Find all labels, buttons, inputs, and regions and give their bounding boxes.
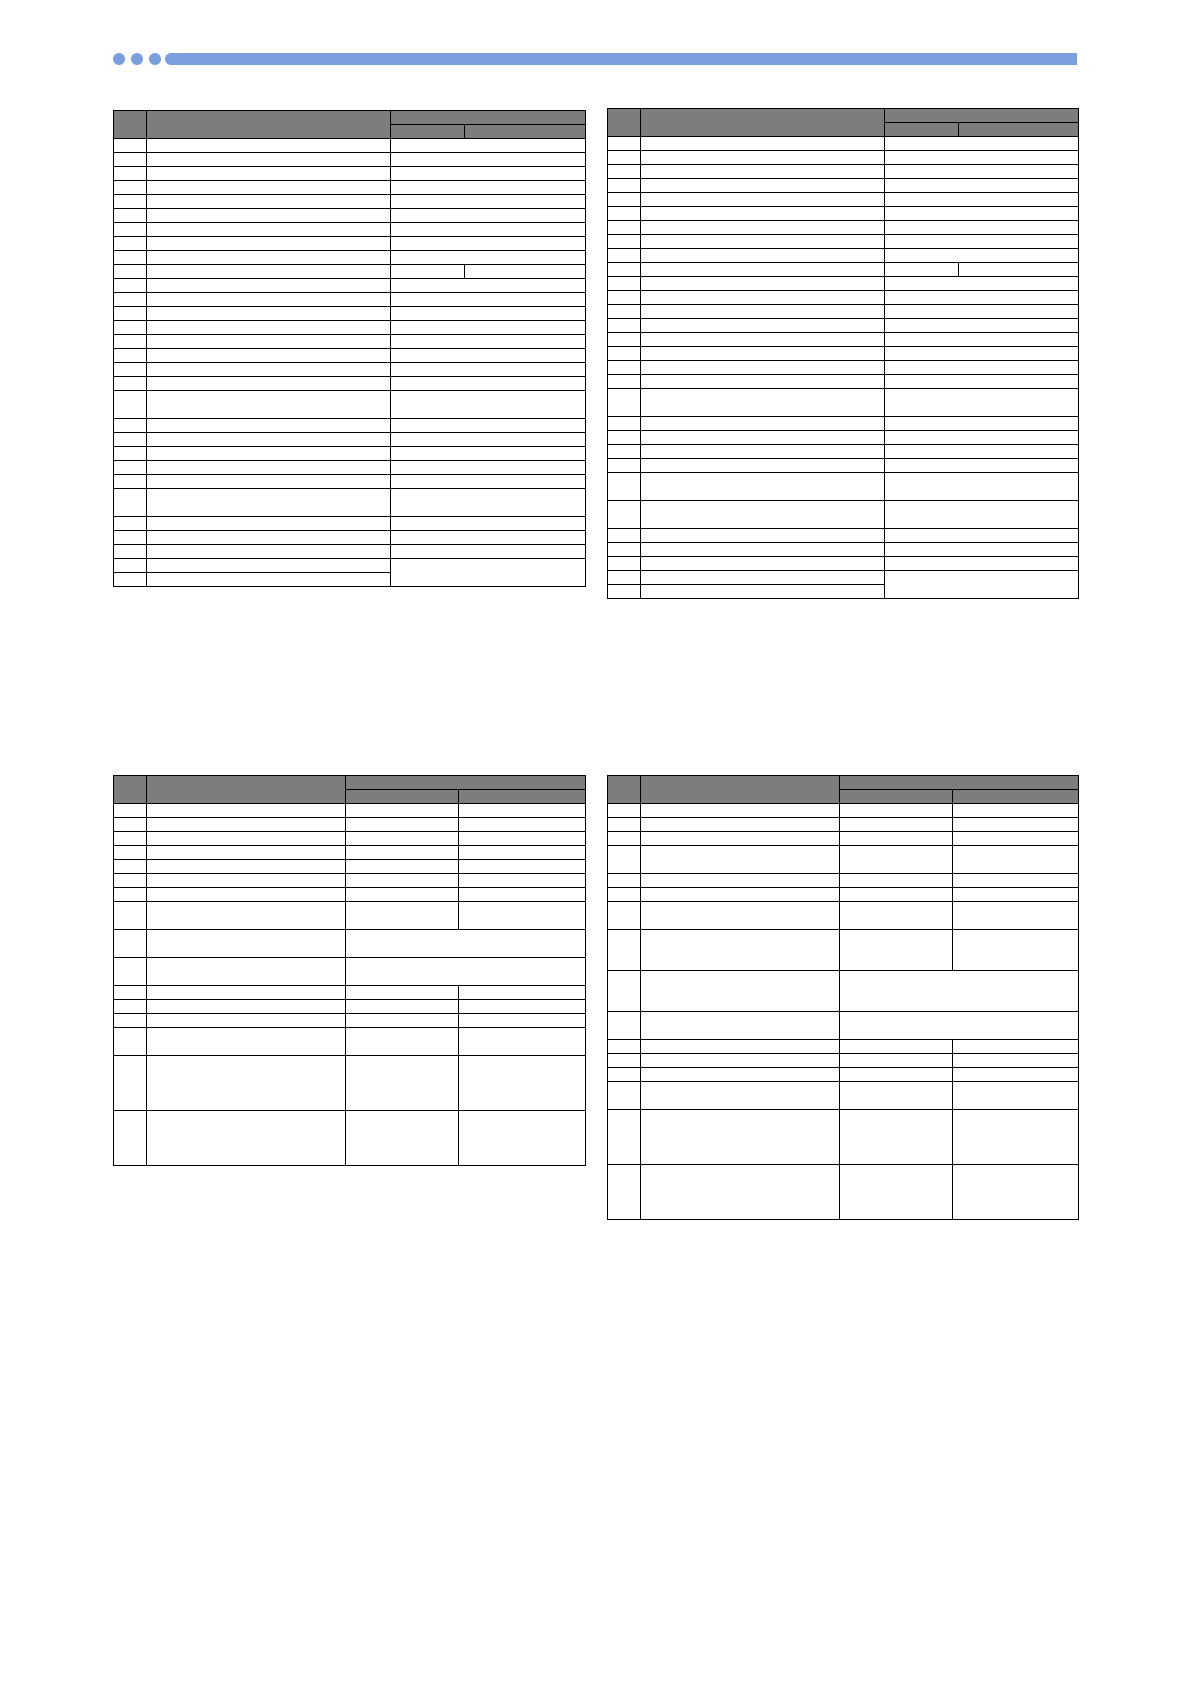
table-row	[114, 279, 586, 293]
table-row	[608, 445, 1079, 459]
table-row	[114, 321, 586, 335]
table-row	[114, 930, 586, 958]
table-row	[114, 559, 586, 573]
table-row	[608, 305, 1079, 319]
table-row	[114, 1014, 586, 1028]
header-dot	[113, 53, 125, 65]
table-row	[114, 433, 586, 447]
table-row	[608, 417, 1079, 431]
data-table-top-left	[113, 110, 586, 587]
column-header-no	[608, 776, 641, 804]
table-row	[608, 1068, 1079, 1082]
table-row	[114, 1056, 586, 1111]
table-row	[608, 319, 1079, 333]
column-header-no	[114, 776, 147, 804]
table-row	[114, 475, 586, 489]
column-subheader-a	[885, 123, 959, 137]
table-row	[114, 888, 586, 902]
table-row	[608, 1054, 1079, 1068]
table-row	[608, 1110, 1079, 1165]
table-row	[114, 153, 586, 167]
table-row	[114, 251, 586, 265]
table-row	[608, 221, 1079, 235]
table-row	[608, 347, 1079, 361]
table-row	[608, 165, 1079, 179]
column-subheader-a	[391, 125, 465, 139]
table-row	[114, 860, 586, 874]
table-row	[608, 263, 1079, 277]
table-row	[114, 447, 586, 461]
table-row	[114, 846, 586, 860]
column-header-group	[840, 776, 1079, 790]
header-accent-bar	[165, 53, 1077, 65]
table-row	[608, 459, 1079, 473]
table-row	[114, 237, 586, 251]
table-row	[608, 818, 1079, 832]
table-row	[114, 874, 586, 888]
table-row	[608, 557, 1079, 571]
table-row	[114, 195, 586, 209]
table-row	[608, 193, 1079, 207]
table-row	[608, 291, 1079, 305]
table-row	[608, 1040, 1079, 1054]
header-dot	[149, 53, 161, 65]
column-header-no	[608, 109, 641, 137]
table-row	[608, 832, 1079, 846]
table-row	[114, 489, 586, 517]
column-subheader-a	[840, 790, 953, 804]
column-subheader-b	[465, 125, 586, 139]
table-row	[608, 473, 1079, 501]
table-row	[114, 1028, 586, 1056]
table-row	[114, 335, 586, 349]
table-row	[608, 179, 1079, 193]
header-dot	[131, 53, 143, 65]
table-row	[114, 804, 586, 818]
column-header-group	[391, 111, 586, 125]
table-row	[608, 971, 1079, 1012]
table-row	[608, 846, 1079, 874]
table-row	[608, 235, 1079, 249]
table-row	[114, 293, 586, 307]
table-row	[608, 501, 1079, 529]
table-row	[114, 531, 586, 545]
table-row	[608, 151, 1079, 165]
table-row	[114, 209, 586, 223]
table-row	[114, 832, 586, 846]
table-row	[114, 461, 586, 475]
data-table-bottom-right	[607, 775, 1079, 1220]
table-row	[608, 1082, 1079, 1110]
column-header-item	[641, 776, 840, 804]
column-subheader-a	[346, 790, 459, 804]
table-row	[114, 181, 586, 195]
column-header-item	[641, 109, 885, 137]
table-row	[114, 1000, 586, 1014]
data-table-top-right	[607, 108, 1079, 599]
table-row	[608, 1012, 1079, 1040]
column-header-item	[147, 776, 346, 804]
table-row	[608, 804, 1079, 818]
table-row	[114, 818, 586, 832]
table-row	[608, 902, 1079, 930]
table-row	[608, 361, 1079, 375]
table-row	[114, 419, 586, 433]
table-row	[608, 888, 1079, 902]
table-row	[608, 137, 1079, 151]
table-row	[114, 958, 586, 986]
column-subheader-b	[953, 790, 1079, 804]
table-row	[608, 431, 1079, 445]
table-row	[608, 389, 1079, 417]
table-row	[114, 349, 586, 363]
table-row	[608, 249, 1079, 263]
table-row	[114, 167, 586, 181]
page-header-decoration	[113, 51, 1077, 66]
table-row	[608, 874, 1079, 888]
table-row	[114, 986, 586, 1000]
table-row	[608, 207, 1079, 221]
column-header-no	[114, 111, 147, 139]
table-row	[114, 517, 586, 531]
table-row	[608, 375, 1079, 389]
table-row	[608, 277, 1079, 291]
table-row	[114, 139, 586, 153]
column-header-group	[885, 109, 1079, 123]
table-row	[114, 265, 586, 279]
table-row	[114, 902, 586, 930]
data-table-bottom-left	[113, 775, 586, 1166]
table-row	[608, 1165, 1079, 1220]
table-row	[608, 571, 1079, 585]
column-subheader-b	[459, 790, 586, 804]
table-row	[114, 377, 586, 391]
table-row	[608, 543, 1079, 557]
table-row	[608, 930, 1079, 971]
table-row	[608, 529, 1079, 543]
table-row	[114, 545, 586, 559]
column-header-item	[147, 111, 391, 139]
table-row	[114, 391, 586, 419]
column-subheader-b	[959, 123, 1079, 137]
table-row	[114, 223, 586, 237]
table-row	[608, 333, 1079, 347]
table-row	[114, 1111, 586, 1166]
table-row	[114, 307, 586, 321]
table-row	[114, 363, 586, 377]
column-header-group	[346, 776, 586, 790]
